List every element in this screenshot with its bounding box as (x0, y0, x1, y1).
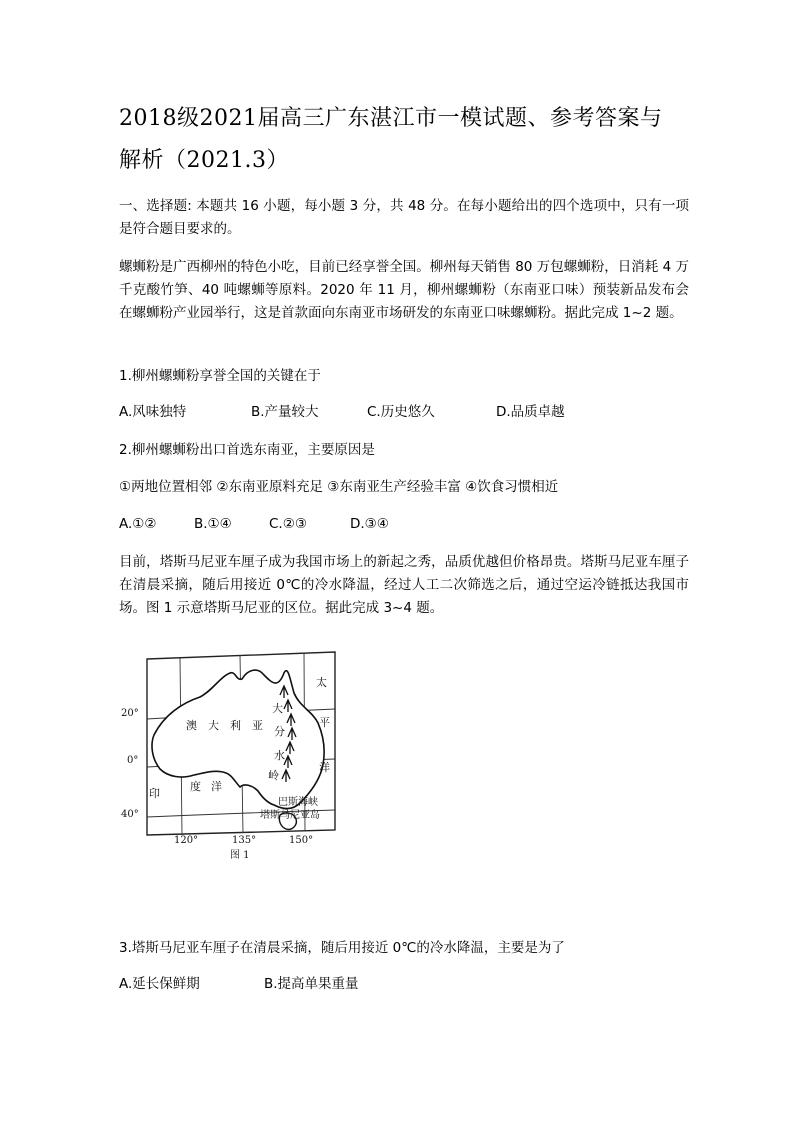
label-australia-4: 亚 (252, 719, 263, 732)
label-divide-4: 岭 (268, 769, 279, 782)
label-australia-3: 利 (230, 719, 241, 732)
label-divide-2: 分 (274, 725, 285, 738)
title-line-2: 解析（2021.3） (119, 148, 289, 173)
passage-2: 目前，塔斯马尼亚车厘子成为我国市场上的新起之秀，品质优越但价格昂贵。塔斯马尼亚车厘子在清晨采摘，随后用接近 0℃的冷水降温，经过人工二次筛选之后，通过空运冷链抵达我国市场。图 1 示意塔斯马尼亚的区位。据此完成 3~4 题。 (119, 554, 689, 616)
q2-conditions: ①两地位置相邻 ②东南亚原料充足 ③东南亚生产经验丰富 ④饮食习惯相近 (119, 479, 559, 495)
q2-option-b[interactable]: B.①④ (194, 516, 232, 532)
q2-option-c[interactable]: C.②③ (269, 516, 307, 532)
figure-1-map (112, 645, 342, 870)
label-bass-strait: 巴斯海峡 (278, 797, 318, 808)
q1-option-c[interactable]: C.历史悠久 (367, 404, 435, 420)
label-australia-2: 大 (208, 719, 219, 732)
label-pacific-2: 平 (319, 716, 330, 729)
q2-stem: 2.柳州螺蛳粉出口首选东南亚，主要原因是 (119, 442, 375, 458)
label-indian-1: 印 (149, 787, 160, 800)
lat-label-40: 40° (121, 809, 139, 820)
q1-option-d[interactable]: D.品质卓越 (496, 404, 565, 420)
q3-option-b[interactable]: B.提高单果重量 (264, 976, 359, 992)
label-divide-3: 水 (274, 749, 285, 762)
q1-stem: 1.柳州螺蛳粉享誉全国的关键在于 (119, 368, 321, 384)
label-tasmania-island: 塔斯马尼亚岛 (260, 810, 320, 821)
page-title (119, 98, 689, 182)
label-australia-1: 澳 (186, 719, 197, 732)
label-indian-3: 洋 (211, 780, 222, 793)
australia-outline (152, 670, 324, 808)
label-pacific-3: 洋 (319, 761, 330, 774)
q2-option-d[interactable]: D.③④ (350, 516, 389, 532)
q2-option-a[interactable]: A.①② (119, 516, 157, 532)
lat-label-0: 0° (127, 755, 139, 766)
lon-label-135: 135° (232, 835, 257, 846)
q1-option-a[interactable]: A.风味独特 (119, 404, 187, 420)
q1-option-b[interactable]: B.产量较大 (251, 404, 319, 420)
q3-stem: 3.塔斯马尼亚车厘子在清晨采摘，随后用接近 0℃的冷水降温，主要是为了 (119, 940, 565, 956)
lat-label-20: 20° (121, 708, 139, 719)
lon-label-120: 120° (174, 835, 199, 846)
q3-option-a[interactable]: A.延长保鲜期 (119, 976, 200, 992)
figure-caption: 图 1 (230, 850, 250, 861)
section-heading: 一、选择题: 本题共 16 小题，每小题 3 分，共 48 分。在每小题给出的四个选项中，只有一项是符合题目要求的。 (119, 198, 689, 237)
lon-label-150: 150° (289, 835, 314, 846)
label-pacific-1: 太 (316, 676, 327, 689)
title-line-1: 2018级2021届高三广东湛江市一模试题、参考答案与 (119, 106, 663, 131)
passage-1: 螺蛳粉是广西柳州的特色小吃，目前已经享誉全国。柳州每天销售 80 万包螺蛳粉，日消耗 4 万千克酸竹笋、40 吨螺蛳等原料。2020 年 11 月，柳州螺蛳粉（东南亚口味）预装新品发布会在螺蛳粉产业园举行，这是首款面向东南亚市场研发的东南亚口味螺蛳粉。据此完成 1~2 题。 (119, 259, 689, 321)
label-divide-1: 大 (272, 702, 283, 715)
label-indian-2: 度 (190, 780, 201, 793)
